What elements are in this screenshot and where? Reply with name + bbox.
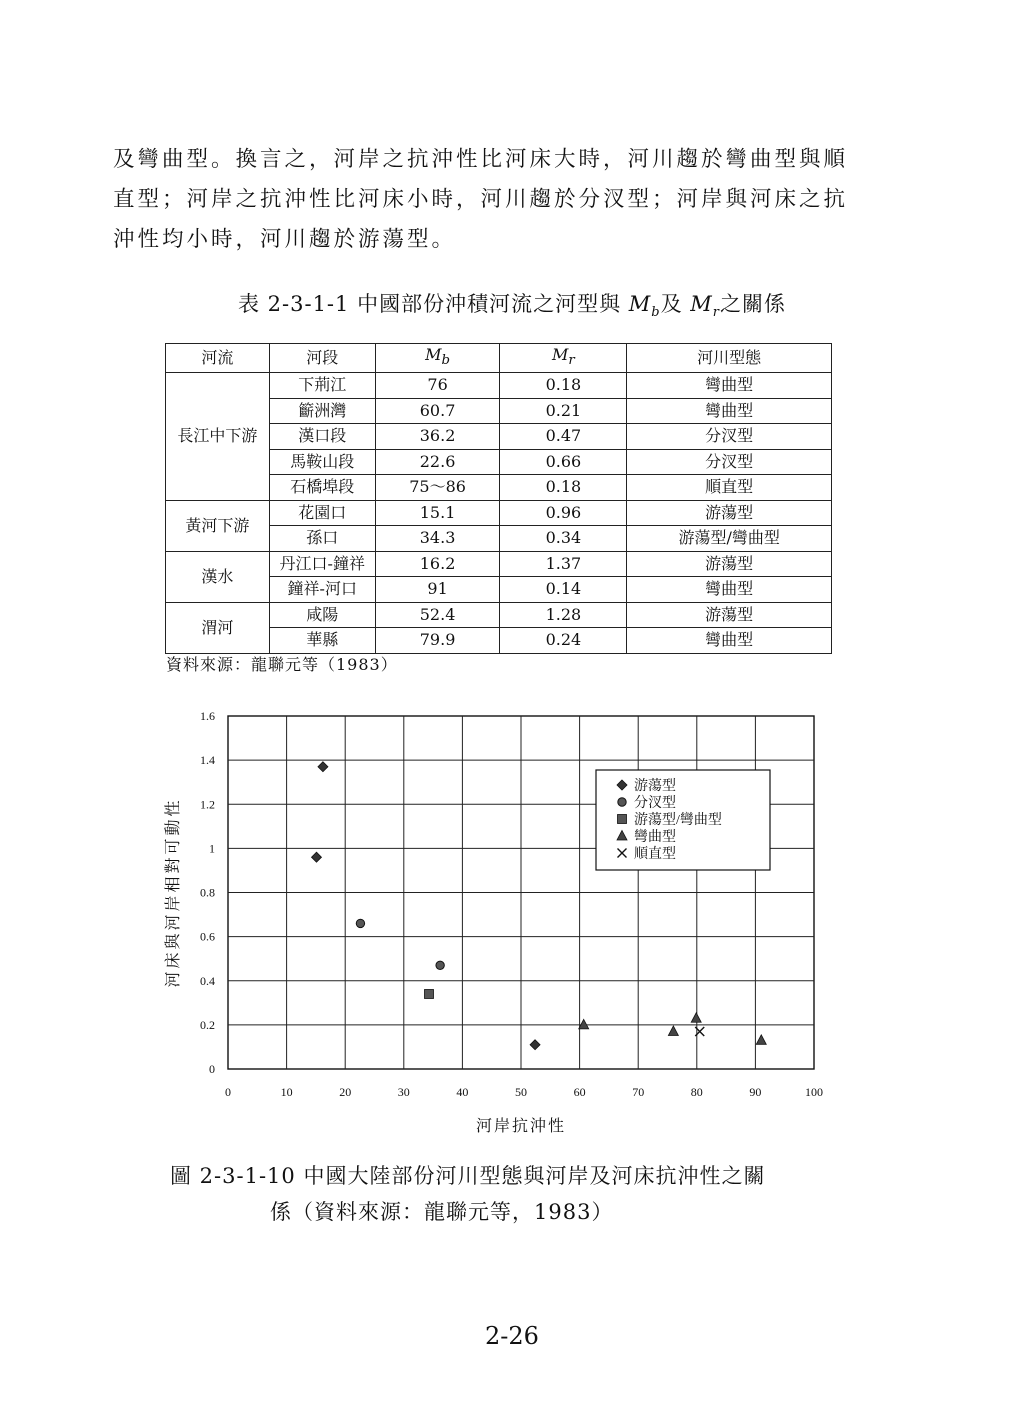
x-tick-label: 80 [690, 1085, 703, 1099]
section-cell: 花園口 [269, 500, 375, 526]
type-cell: 彎曲型 [627, 628, 832, 654]
data-point-circle [356, 919, 364, 927]
section-cell: 馬鞍山段 [269, 449, 375, 475]
y-axis-label: 河床與河岸相對可動性 [165, 797, 182, 988]
type-cell: 分汊型 [627, 449, 832, 475]
x-tick-label: 60 [573, 1085, 586, 1099]
data-point-diamond [318, 762, 328, 772]
mr-cell: 0.66 [500, 449, 627, 475]
mb-cell: 76 [375, 373, 500, 399]
mb-cell: 75～86 [375, 475, 500, 501]
table-row [166, 500, 832, 526]
mr-cell: 0.18 [500, 475, 627, 501]
section-cell: 下荊江 [269, 373, 375, 399]
type-cell: 游蕩型/彎曲型 [627, 526, 832, 552]
mb-cell: 15.1 [375, 500, 500, 526]
section-cell: 鐘祥-河口 [269, 577, 375, 603]
river-cell: 長江中下游 [166, 373, 270, 501]
body-paragraph [113, 140, 903, 260]
x-tick-label: 100 [805, 1085, 823, 1099]
x-tick-label: 20 [339, 1085, 352, 1099]
type-cell: 游蕩型 [627, 551, 832, 577]
mr-cell: 1.28 [500, 602, 627, 628]
mb-cell: 60.7 [375, 398, 500, 424]
figure-caption-line-2: 係（資料來源：龍聯元等，1983） [270, 1200, 614, 1224]
figure-caption-line-1: 圖 2-3-1-10 中國大陸部份河川型態與河岸及河床抗沖性之關 [170, 1164, 766, 1188]
type-cell: 順直型 [627, 475, 832, 501]
mb-cell: 34.3 [375, 526, 500, 552]
x-tick-label: 50 [515, 1085, 527, 1099]
data-point-triangle [691, 1013, 701, 1023]
legend-marker-square [618, 815, 627, 824]
y-tick-label: 0.4 [200, 973, 215, 988]
section-cell: 石橋埠段 [269, 475, 375, 501]
mb-cell: 91 [375, 577, 500, 603]
table-row [166, 551, 832, 577]
mr-cell: 0.34 [500, 526, 627, 552]
river-cell: 渭河 [166, 602, 270, 653]
table-source: 資料來源：龍聯元等（1983） [166, 655, 398, 674]
header-mb: $M_b$ [375, 344, 500, 373]
y-tick-label: 0.2 [200, 1017, 215, 1032]
river-cell: 黃河下游 [166, 500, 270, 551]
legend-label: 分汊型 [634, 796, 676, 811]
type-cell: 彎曲型 [627, 577, 832, 603]
y-tick-label: 1 [209, 841, 215, 856]
mr-cell: 0.14 [500, 577, 627, 603]
data-point-diamond [530, 1040, 540, 1050]
section-cell: 籪洲灣 [269, 398, 375, 424]
y-tick-label: 0.6 [200, 929, 215, 944]
mr-cell: 0.24 [500, 628, 627, 654]
river-type-table [165, 343, 832, 654]
data-point-square [424, 989, 433, 998]
section-cell: 漢口段 [269, 424, 375, 450]
river-cell: 漢水 [166, 551, 270, 602]
mb-cell: 52.4 [375, 602, 500, 628]
section-cell: 孫口 [269, 526, 375, 552]
header-river: 河流 [166, 344, 270, 373]
mr-cell: 0.47 [500, 424, 627, 450]
body-line-2: 直型；河岸之抗沖性比河床小時，河川趨於分汊型；河岸與河床之抗 [113, 187, 849, 212]
y-tick-label: 0 [209, 1062, 215, 1076]
x-tick-label: 30 [397, 1085, 410, 1099]
data-point-triangle [756, 1035, 766, 1045]
mb-cell: 79.9 [375, 628, 500, 654]
x-tick-label: 0 [225, 1085, 231, 1099]
mb-cell: 16.2 [375, 551, 500, 577]
mb-cell: 22.6 [375, 449, 500, 475]
header-mr: $M_r$ [500, 344, 627, 373]
body-line-3: 沖性均小時，河川趨於游蕩型。 [113, 227, 457, 252]
mr-cell: 0.21 [500, 398, 627, 424]
x-axis-label: 河岸抗沖性 [475, 1118, 567, 1135]
table-row [166, 602, 832, 628]
scatter-chart [150, 700, 850, 1150]
mb-cell: 36.2 [375, 424, 500, 450]
y-tick-label: 0.8 [200, 885, 215, 900]
data-point-triangle [668, 1026, 678, 1036]
body-line-1: 及彎曲型。換言之，河岸之抗沖性比河床大時，河川趨於彎曲型與順 [113, 147, 849, 172]
type-cell: 彎曲型 [627, 373, 832, 399]
x-tick-label: 40 [456, 1085, 469, 1099]
section-cell: 咸陽 [269, 602, 375, 628]
chart-svg [150, 700, 850, 1150]
header-type: 河川型態 [627, 344, 832, 373]
section-cell: 華縣 [269, 628, 375, 654]
data-point-circle [436, 961, 444, 969]
legend-label: 順直型 [634, 847, 676, 862]
x-tick-label: 70 [632, 1085, 645, 1099]
type-cell: 彎曲型 [627, 398, 832, 424]
type-cell: 游蕩型 [627, 500, 832, 526]
type-cell: 分汊型 [627, 424, 832, 450]
figure-caption [170, 1158, 850, 1230]
y-tick-label: 1.2 [200, 797, 215, 812]
header-section: 河段 [269, 344, 375, 373]
data-point-diamond [311, 852, 321, 862]
data-point-triangle [579, 1019, 589, 1029]
legend-marker-circle [618, 798, 626, 806]
legend-label: 彎曲型 [634, 830, 676, 845]
type-cell: 游蕩型 [627, 602, 832, 628]
table-header-row [166, 344, 832, 373]
x-tick-label: 10 [280, 1085, 293, 1099]
mr-cell: 0.18 [500, 373, 627, 399]
x-tick-label: 90 [749, 1085, 762, 1099]
section-cell: 丹江口-鐘祥 [269, 551, 375, 577]
y-tick-label: 1.4 [200, 753, 215, 768]
y-tick-label: 1.6 [200, 709, 215, 723]
page-number: 2-26 [485, 1322, 539, 1350]
mr-cell: 0.96 [500, 500, 627, 526]
mr-cell: 1.37 [500, 551, 627, 577]
table-row [166, 373, 832, 399]
legend-label: 游蕩型/彎曲型 [634, 813, 722, 828]
legend-label: 游蕩型 [634, 779, 676, 794]
table-caption: 表 2-3-1-1 中國部份沖積河流之河型與 $M_b$及 $M_r$之關係 [237, 292, 787, 321]
